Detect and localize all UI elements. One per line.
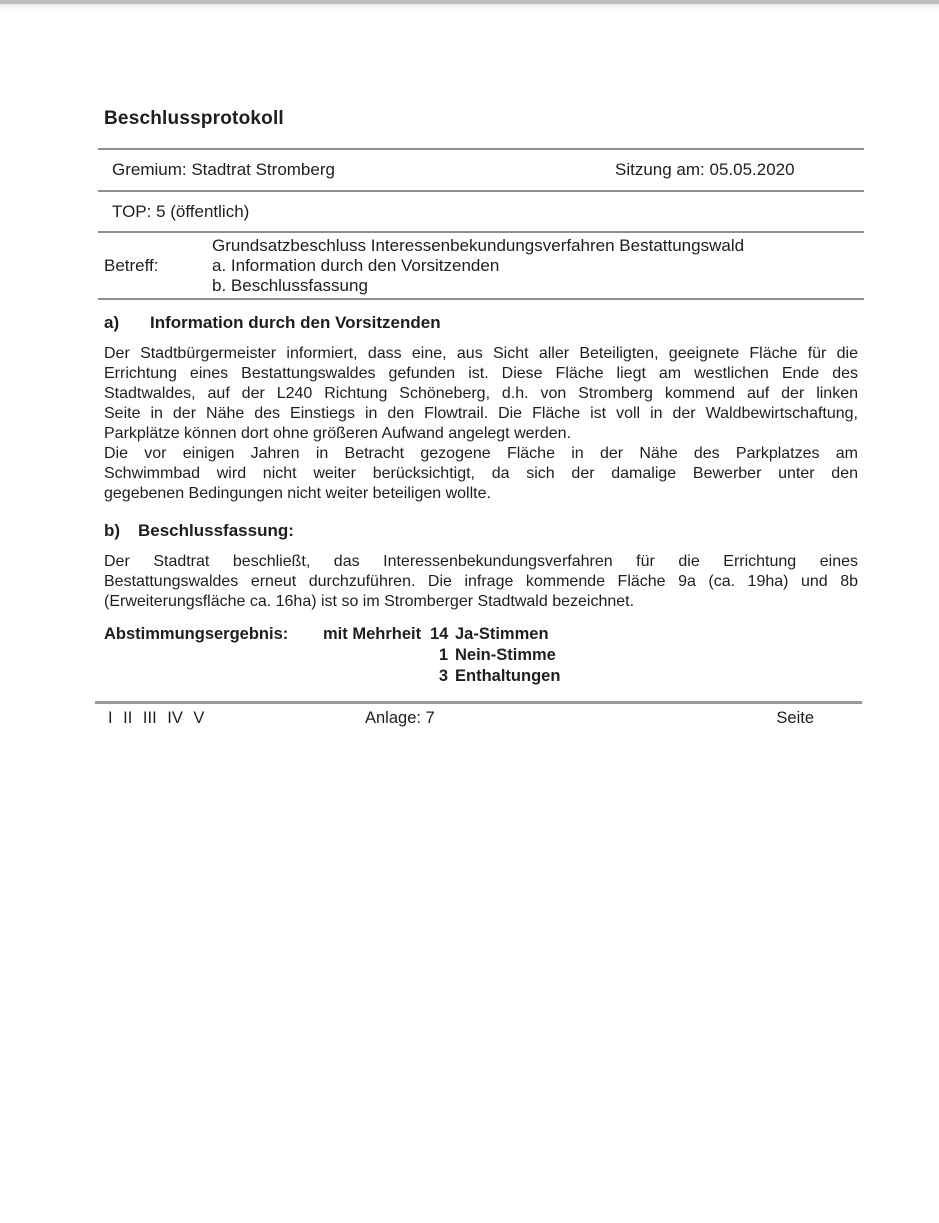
vote-row-yes (430, 624, 560, 645)
footer-roman-numerals: I II III IV V (108, 709, 205, 727)
betreff-line: a. Information durch den Vorsitzenden (212, 256, 500, 275)
top-value: TOP: 5 (öffentlich) (112, 202, 250, 221)
vote-row-abstain (430, 666, 560, 687)
vote-count: 3 (438, 667, 448, 685)
betreff-content (212, 236, 858, 296)
betreff-line: Grundsatzbeschluss Interessenbekundungsverfahren Bestattungswald (212, 236, 745, 255)
text-line: Errichtung eines Bestattungswaldes gefunden ist. Diese Fläche liegt am westlichen Ende des (104, 365, 858, 382)
betreff-label: Betreff: (104, 256, 159, 275)
betreff-line: b. Beschlussfassung (212, 276, 368, 295)
vote-text: Enthaltungen (455, 667, 561, 685)
text-line: Schwimmbad wird nicht weiter berücksichtigt, da sich der damalige Bewerber unter den (104, 465, 858, 482)
section-a-paragraph-2 (104, 444, 858, 504)
section-a-heading (104, 312, 858, 334)
section-b-heading (104, 520, 858, 542)
meta-row-top (98, 192, 864, 233)
footer-anlage: Anlage: 7 (365, 709, 435, 727)
sitzung-date: Sitzung am: 05.05.2020 (615, 160, 795, 179)
vote-count: 14 (430, 625, 449, 643)
text-line: Parkplätze können dort ohne größeren Aufwand angelegt werden. (104, 425, 571, 442)
section-b-marker: b) (104, 521, 121, 540)
vote-result-block (104, 624, 858, 687)
meta-table (98, 148, 864, 300)
gremium-value: Gremium: Stadtrat Stromberg (112, 160, 335, 179)
section-a-marker: a) (104, 313, 120, 332)
vote-results (430, 624, 560, 687)
document-page (104, 108, 858, 734)
text-line: (Erweiterungsfläche ca. 16ha) ist so im Stromberger Stadtwald bezeichnet. (104, 593, 635, 610)
section-a-paragraph-1 (104, 344, 858, 444)
text-line: Bestattungswaldes erneut durchzuführen. Die infrage kommende Fläche 9a (ca. 19ha) und 8b (104, 573, 858, 590)
section-a-title: Information durch den Vorsitzenden (150, 313, 441, 332)
section-b-paragraph (104, 552, 858, 612)
vote-count: 1 (438, 646, 448, 664)
document-title: Beschlussprotokoll (104, 108, 284, 129)
section-b-title: Beschlussfassung: (138, 521, 294, 540)
vote-label: Abstimmungsergebnis: (104, 625, 289, 643)
text-line: Die vor einigen Jahren in Betracht gezogene Fläche in der Nähe des Parkplatzes am (104, 445, 858, 462)
page-footer (95, 701, 862, 734)
vote-row-no (430, 645, 560, 666)
vote-mode: mit Mehrheit (323, 625, 422, 643)
text-line: Seite in der Nähe des Einstiegs in den Flowtrail. Die Fläche ist voll in der Waldbewirtschaftung, (104, 405, 858, 422)
meta-row-betreff (104, 233, 858, 298)
text-line: Der Stadtbürgermeister informiert, dass eine, aus Sicht aller Beteiligten, geeignete Fläche für die (104, 345, 858, 362)
meta-row-gremium (98, 150, 864, 192)
vote-text: Nein-Stimme (455, 646, 556, 664)
scan-edge-fade (0, 4, 939, 12)
text-line: gegebenen Bedingungen nicht weiter beteiligen wollte. (104, 485, 491, 502)
text-line: Stadtwaldes, auf der L240 Richtung Schöneberg, d.h. von Stromberg kommend auf der linken (104, 385, 858, 402)
text-line: Der Stadtrat beschließt, das Interessenbekundungsverfahren für die Errichtung eines (104, 553, 858, 570)
footer-seite-label: Seite (776, 709, 814, 727)
vote-text: Ja-Stimmen (455, 625, 549, 643)
